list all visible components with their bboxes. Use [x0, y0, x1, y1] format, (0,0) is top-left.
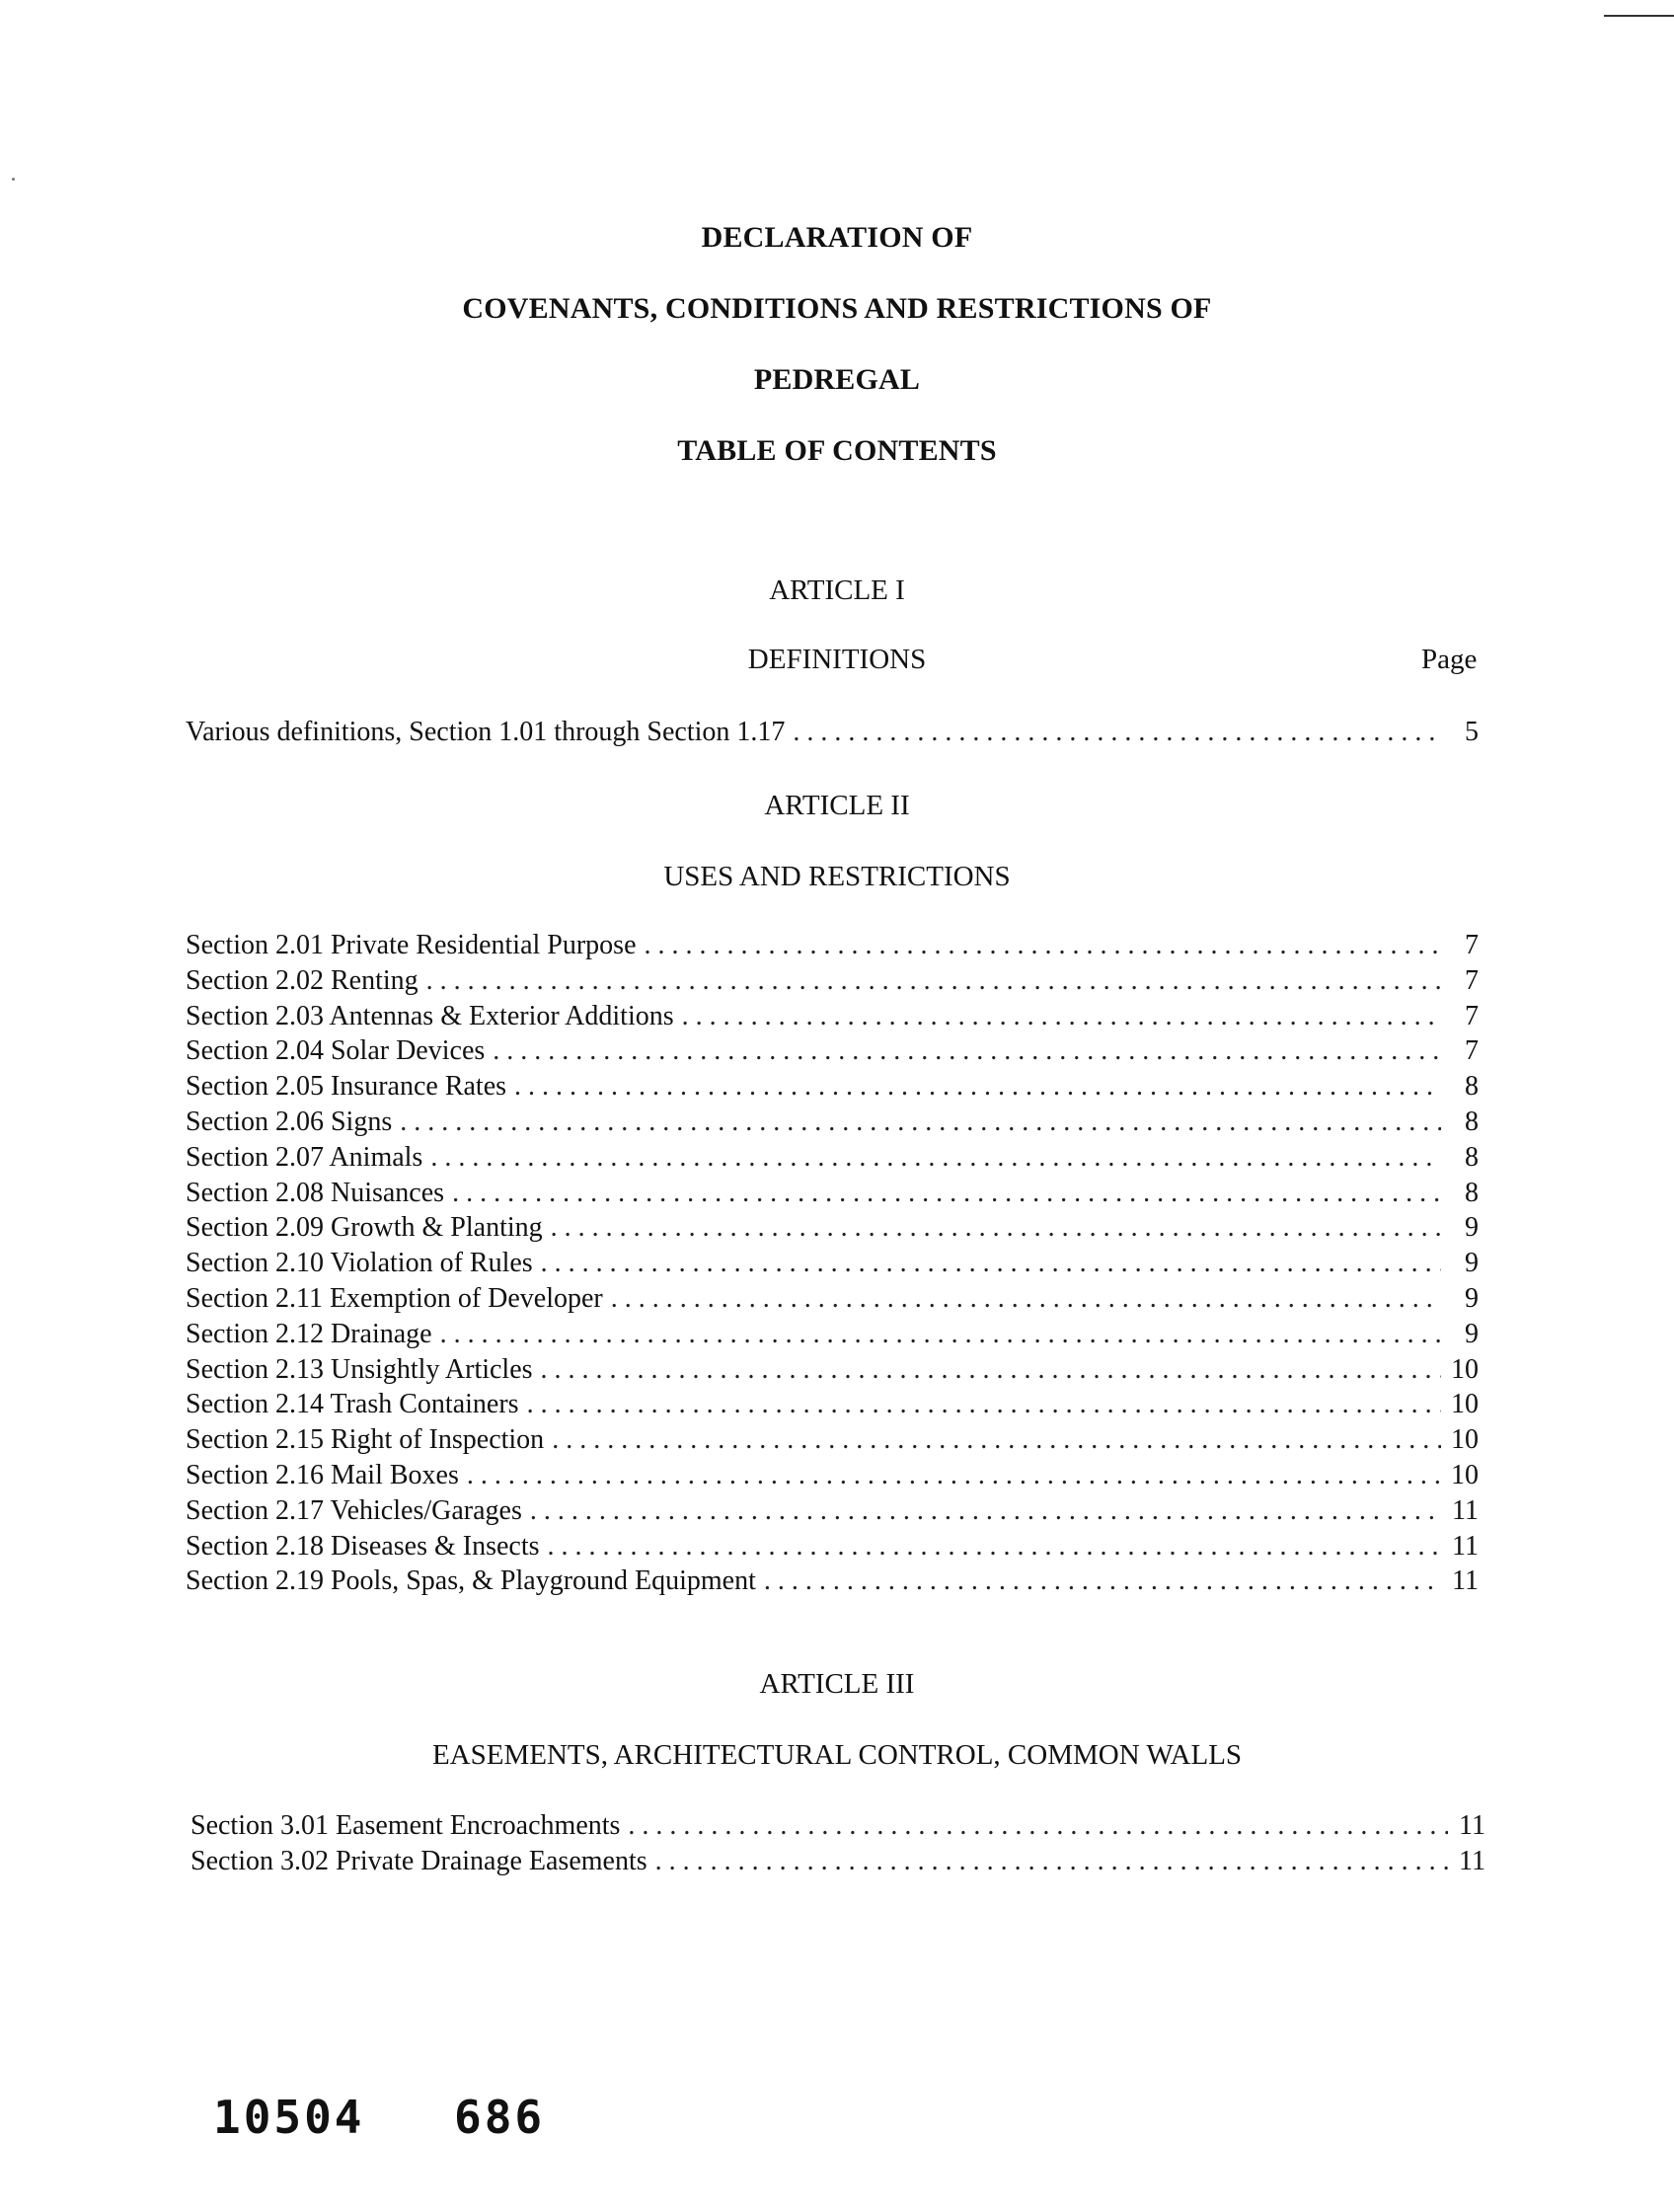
article-1-toc [186, 717, 1479, 752]
toc-leader-dots [430, 1142, 1441, 1174]
toc-leader-dots [426, 965, 1441, 997]
toc-entry-page: 7 [1465, 1035, 1479, 1067]
toc-entry-page: 9 [1465, 1248, 1479, 1279]
toc-entry-label: Section 2.04 Solar Devices [186, 1035, 486, 1067]
title-table-of-contents: TABLE OF CONTENTS [677, 434, 997, 467]
toc-leader-dots [645, 930, 1442, 961]
toc-leader-dots [655, 1846, 1448, 1877]
toc-entry [186, 1319, 1479, 1354]
toc-entry-page: 9 [1465, 1212, 1479, 1244]
page-column-label: Page [1421, 644, 1478, 675]
toc-entry [186, 1460, 1479, 1495]
toc-entry [190, 1810, 1485, 1846]
toc-entry-label: Section 2.16 Mail Boxes [186, 1459, 459, 1490]
article-3-toc [190, 1810, 1485, 1881]
toc-entry-label: Section 2.10 Violation of Rules [186, 1248, 533, 1279]
toc-entry-page: 11 [1459, 1845, 1485, 1876]
toc-entry [186, 1354, 1479, 1390]
toc-entry-label: Section 3.01 Easement Encroachments [190, 1810, 621, 1841]
toc-entry [186, 1248, 1479, 1283]
toc-leader-dots [551, 1212, 1441, 1244]
toc-leader-dots [548, 1531, 1442, 1563]
toc-entry-label: Section 2.17 Vehicles/Garages [186, 1494, 522, 1526]
toc-entry-page: 10 [1451, 1424, 1479, 1456]
toc-entry-label: Section 2.06 Signs [186, 1106, 393, 1137]
toc-entry-label: Section 2.07 Animals [186, 1141, 423, 1173]
article-1-heading: ARTICLE I [769, 574, 905, 606]
toc-entry-page: 11 [1452, 1494, 1479, 1526]
toc-entry-page: 8 [1465, 1177, 1479, 1208]
toc-entry-page: 10 [1451, 1389, 1479, 1420]
toc-entry-page: 9 [1465, 1282, 1479, 1314]
toc-leader-dots [514, 1071, 1441, 1103]
toc-entry-label: Section 2.13 Unsightly Articles [186, 1353, 533, 1385]
toc-entry-label: Section 2.03 Antennas & Exterior Additions [186, 1000, 674, 1031]
toc-entry-label: Section 2.18 Diseases & Insects [186, 1530, 540, 1562]
toc-entry-page: 7 [1465, 1000, 1479, 1031]
toc-entry [186, 1142, 1479, 1178]
toc-entry [186, 1106, 1479, 1142]
article-3-heading: ARTICLE III [759, 1668, 915, 1700]
article-2-toc [186, 930, 1479, 1601]
toc-leader-dots [552, 1424, 1441, 1456]
margin-speck [12, 178, 15, 181]
toc-entry-label: Section 2.19 Pools, Spas, & Playground Equipment [186, 1565, 756, 1597]
toc-leader-dots [793, 717, 1441, 748]
article-2-heading: ARTICLE II [764, 790, 910, 821]
toc-entry [186, 1071, 1479, 1106]
toc-entry-label: Section 3.02 Private Drainage Easements [190, 1845, 647, 1876]
title-covenants: COVENANTS, CONDITIONS AND RESTRICTIONS OF [462, 292, 1212, 325]
toc-entry [186, 1178, 1479, 1213]
toc-leader-dots [541, 1354, 1441, 1386]
toc-leader-dots [530, 1495, 1441, 1527]
toc-entry-label: Section 2.14 Trash Containers [186, 1389, 519, 1420]
toc-entry [186, 1531, 1479, 1566]
toc-entry-page: 11 [1452, 1530, 1479, 1562]
toc-entry-label: Section 2.08 Nuisances [186, 1177, 445, 1208]
toc-entry [186, 1283, 1479, 1319]
toc-entry-page: 8 [1465, 1071, 1479, 1103]
toc-entry-page: 7 [1465, 964, 1479, 996]
toc-leader-dots [467, 1460, 1441, 1491]
toc-entry [186, 1424, 1479, 1460]
toc-entry-label: Section 2.09 Growth & Planting [186, 1212, 543, 1244]
toc-entry-page: 5 [1465, 717, 1479, 747]
toc-leader-dots [452, 1178, 1441, 1209]
toc-leader-dots [682, 1001, 1441, 1032]
toc-entry-page: 8 [1465, 1106, 1479, 1137]
toc-entry-label: Section 2.02 Renting [186, 964, 418, 996]
toc-entry-page: 8 [1465, 1141, 1479, 1173]
title-declaration-of: DECLARATION OF [701, 221, 973, 254]
toc-leader-dots [400, 1106, 1441, 1138]
toc-leader-dots [611, 1283, 1441, 1315]
toc-entry-page: 9 [1465, 1318, 1479, 1349]
article-1-subheading: DEFINITIONS [747, 644, 927, 675]
toc-entry-label: Section 2.12 Drainage [186, 1318, 432, 1349]
top-edge-rule [1604, 15, 1674, 17]
toc-entry [186, 1565, 1479, 1601]
toc-leader-dots [493, 1035, 1441, 1067]
toc-leader-dots [628, 1810, 1448, 1842]
toc-entry-label: Section 2.15 Right of Inspection [186, 1424, 545, 1456]
toc-entry [186, 1212, 1479, 1248]
toc-entry-page: 10 [1451, 1459, 1479, 1490]
article-3-subheading: EASEMENTS, ARCHITECTURAL CONTROL, COMMON WALLS [431, 1739, 1243, 1771]
toc-leader-dots [541, 1248, 1441, 1279]
toc-entry [186, 1035, 1479, 1071]
toc-entry [186, 1389, 1479, 1424]
toc-entry-label: Various definitions, Section 1.01 through Section 1.17 [186, 717, 786, 747]
toc-entry [186, 1495, 1479, 1531]
toc-leader-dots [440, 1319, 1441, 1350]
toc-entry [186, 965, 1479, 1001]
toc-entry-label: Section 2.11 Exemption of Developer [186, 1282, 603, 1314]
toc-entry [186, 1001, 1479, 1036]
book-number: 10504 [213, 2091, 365, 2144]
toc-entry [190, 1846, 1485, 1881]
title-pedregal: PEDREGAL [753, 363, 921, 396]
toc-entry-label: Section 2.01 Private Residential Purpose [186, 930, 637, 960]
toc-entry-label: Section 2.05 Insurance Rates [186, 1071, 507, 1103]
toc-entry [186, 717, 1479, 752]
toc-entry-page: 7 [1465, 930, 1479, 960]
toc-leader-dots [527, 1389, 1441, 1420]
toc-entry-page: 11 [1459, 1810, 1485, 1841]
article-2-subheading: USES AND RESTRICTIONS [663, 861, 1011, 892]
toc-leader-dots [764, 1565, 1441, 1597]
toc-entry [186, 930, 1479, 965]
toc-entry-page: 11 [1452, 1565, 1479, 1597]
toc-entry-page: 10 [1451, 1353, 1479, 1385]
page-number: 686 [454, 2091, 546, 2144]
